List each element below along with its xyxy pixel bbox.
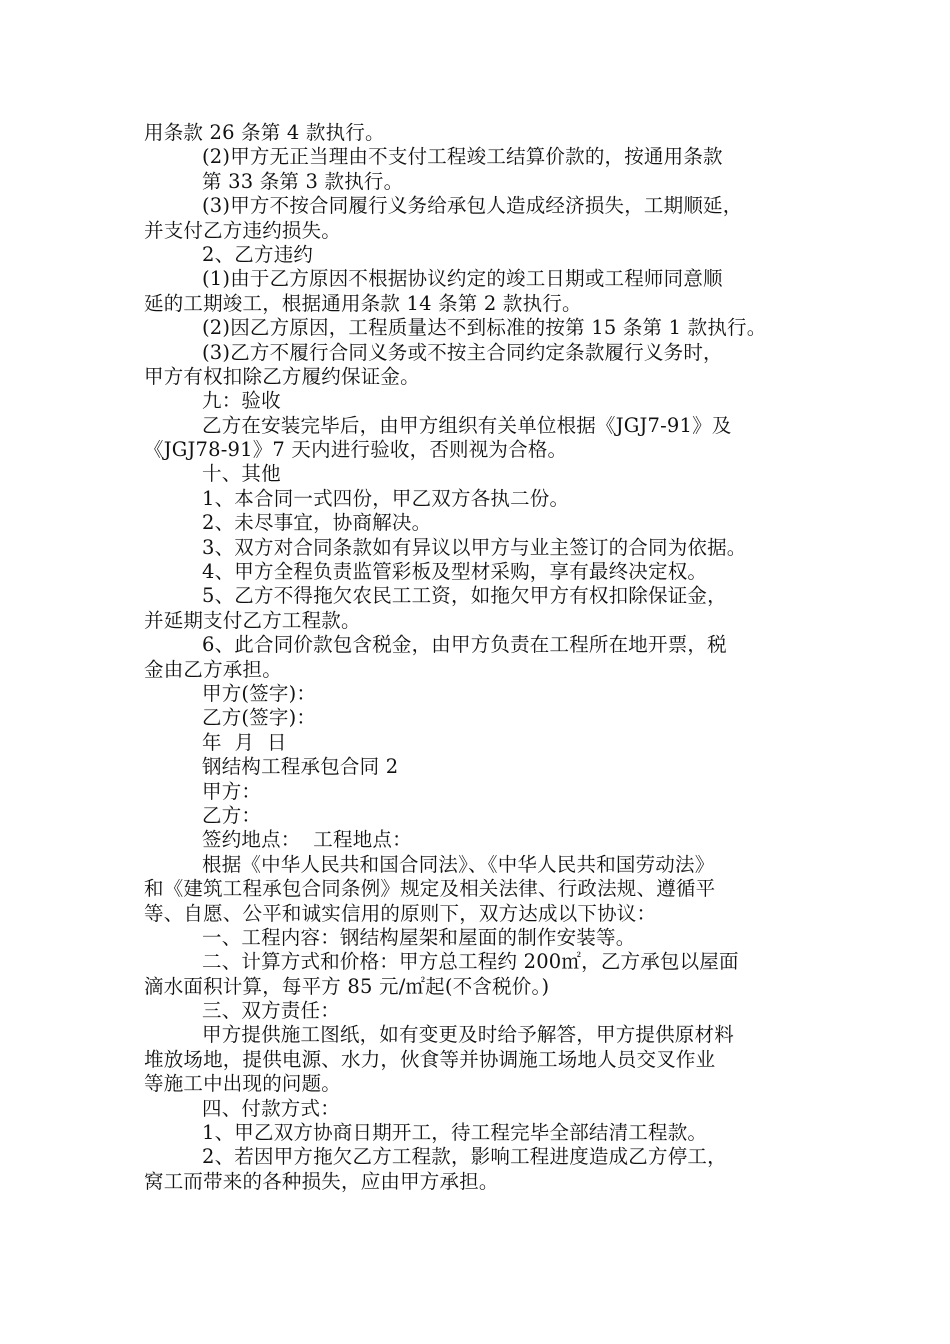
text-line: 1、甲乙双方协商日期开工，待工程完毕全部结清工程款。 [202,1121,708,1145]
text-line: 年 月 日 [202,730,287,754]
text-line: 金由乙方承担。 [144,657,282,681]
text-line: 用条款 26 条第 4 款执行。 [144,121,385,144]
text-line: 并延期支付乙方工程款。 [144,608,361,632]
text-line: 2、乙方违约 [202,242,314,266]
text-line: (2)因乙方原因，工程质量达不到标准的按第 15 条第 1 款执行。 [202,316,767,340]
text-line: 十、其他 [202,462,281,486]
text-line: 1、本合同一式四份，甲乙双方各执二份。 [202,486,570,510]
text-line: 等、自愿、公平和诚实信用的原则下，双方达成以下协议： [144,901,657,925]
text-line: 第 33 条第 3 款执行。 [202,169,404,193]
text-line: 延的工期竣工，根据通用条款 14 条第 2 款执行。 [144,291,582,315]
text-line: 6、此合同价款包含税金，由甲方负责在工程所在地开票，税 [202,633,727,657]
text-line: 《JGJ78-91》7 天内进行验收，否则视为合格。 [144,438,568,462]
text-line: 3、双方对合同条款如有异议以甲方与业主签订的合同为依据。 [202,535,747,559]
text-line: 甲方提供施工图纸，如有变更及时给予解答，甲方提供原材料 [202,1023,734,1047]
text-line: 甲方： [202,779,262,803]
text-line: 等施工中出现的问题。 [144,1072,342,1096]
text-line: 签约地点： 工程地点： [202,828,412,852]
text-line: (3)乙方不履行合同义务或不按主合同约定条款履行义务时， [202,340,723,364]
text-line: (1)由于乙方原因不根据协议约定的竣工日期或工程师同意顺 [202,267,723,291]
text-line: 滴水面积计算，每平方 85 元/㎡起(不含税价。) [144,974,550,998]
text-line: 三、双方责任： [202,999,340,1023]
text-line: 钢结构工程承包合同 2 [202,755,399,779]
text-line: 4、甲方全程负责监管彩板及型材采购，享有最终决定权。 [202,560,708,584]
text-line: 窝工而带来的各种损失，应由甲方承担。 [144,1169,499,1193]
text-line: 堆放场地，提供电源、水力，伙食等并协调施工场地人员交叉作业 [144,1047,716,1071]
text-line: (3)甲方不按合同履行义务给承包人造成经济损失，工期顺延， [202,194,743,218]
text-line: 二、计算方式和价格：甲方总工程约 200㎡，乙方承包以屋面 [202,950,739,974]
text-line: 5、乙方不得拖欠农民工工资，如拖欠甲方有权扣除保证金， [202,584,727,608]
text-line: (2)甲方无正当理由不支付工程竣工结算价款的，按通用条款 [202,145,723,169]
text-line: 和《建筑工程承包合同条例》规定及相关法律、行政法规、遵循平 [144,877,716,901]
document-body [144,121,824,1194]
text-line: 2、未尽事宜，协商解决。 [202,511,432,535]
text-line: 九：验收 [202,389,281,413]
text-line: 乙方： [202,803,262,827]
text-line: 并支付乙方违约损失。 [144,218,342,242]
text-line: 2、若因甲方拖欠乙方工程款，影响工程进度造成乙方停工， [202,1145,727,1169]
text-line: 乙方在安装完毕后，由甲方组织有关单位根据《JGJ7-91》及 [202,413,732,437]
text-line: 甲方(签字)： [202,681,317,705]
text-line: 四、付款方式： [202,1096,340,1120]
text-line: 一、工程内容：钢结构屋架和屋面的制作安装等。 [202,925,636,949]
text-line: 根据《中华人民共和国合同法》、《中华人民共和国劳动法》 [202,852,715,876]
text-line: 乙方(签字)： [202,706,317,730]
text-line: 甲方有权扣除乙方履约保证金。 [144,364,420,388]
